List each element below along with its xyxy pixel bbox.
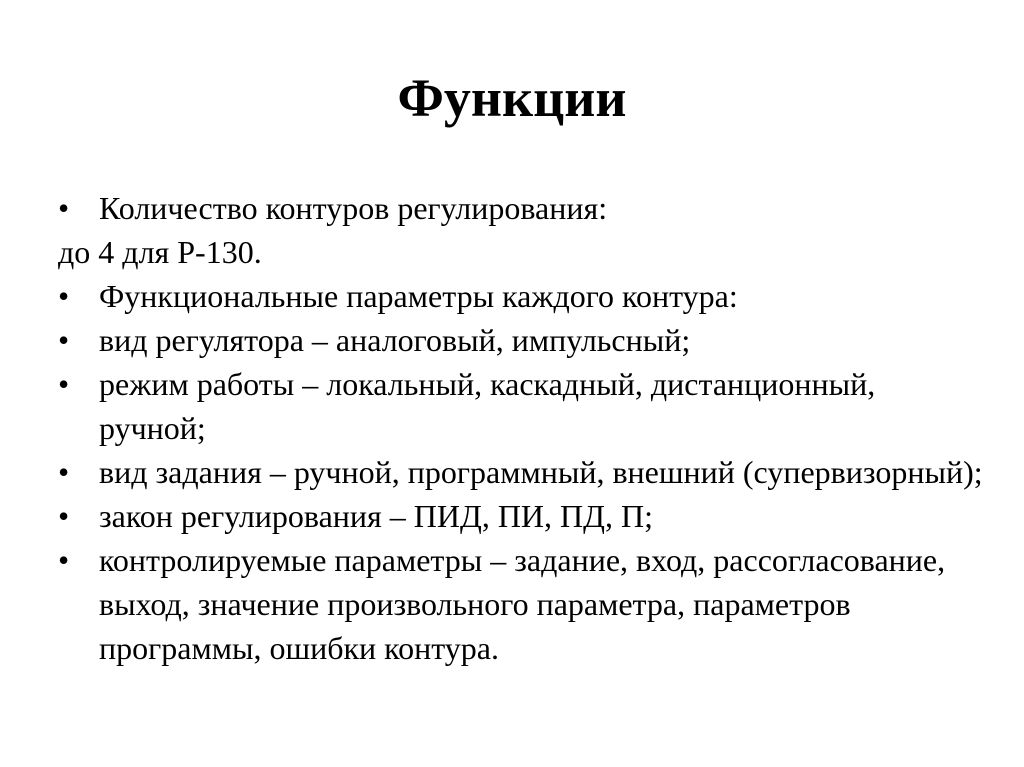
list-item [58, 186, 988, 230]
list-item [58, 318, 988, 362]
list-item [58, 538, 988, 670]
list-item-text: вид задания – ручной, программный, внешний (супервизорный); [99, 454, 983, 490]
list-item-text: Функциональные параметры каждого контура: [99, 278, 738, 314]
list-item-text: контролируемые параметры – задание, вход, рассогласование, выход, значение произвольного параметра, параметров программы, ошибки контура. [99, 542, 946, 666]
list-item-text: до 4 для Р-130. [58, 234, 262, 270]
bullet-icon: • [58, 454, 70, 490]
list-item-text: вид регулятора – аналоговый, импульсный; [99, 322, 691, 358]
bullet-icon: • [58, 498, 70, 534]
list-item-text: Количество контуров регулирования: [99, 190, 608, 226]
list-item [58, 230, 988, 274]
list-item [58, 494, 988, 538]
list-item-text: режим работы – локальный, каскадный, дистанционный, ручной; [99, 366, 876, 446]
bullet-list [58, 186, 988, 670]
list-item [58, 362, 988, 450]
bullet-icon: • [58, 322, 70, 358]
slide-title: Функции [397, 68, 627, 128]
bullet-icon: • [58, 366, 70, 402]
list-item [58, 274, 988, 318]
bullet-icon: • [58, 542, 70, 578]
bullet-icon: • [58, 278, 70, 314]
list-item-text: закон регулирования – ПИД, ПИ, ПД, П; [99, 498, 653, 534]
bullet-icon: • [58, 190, 70, 226]
list-item [58, 450, 988, 494]
